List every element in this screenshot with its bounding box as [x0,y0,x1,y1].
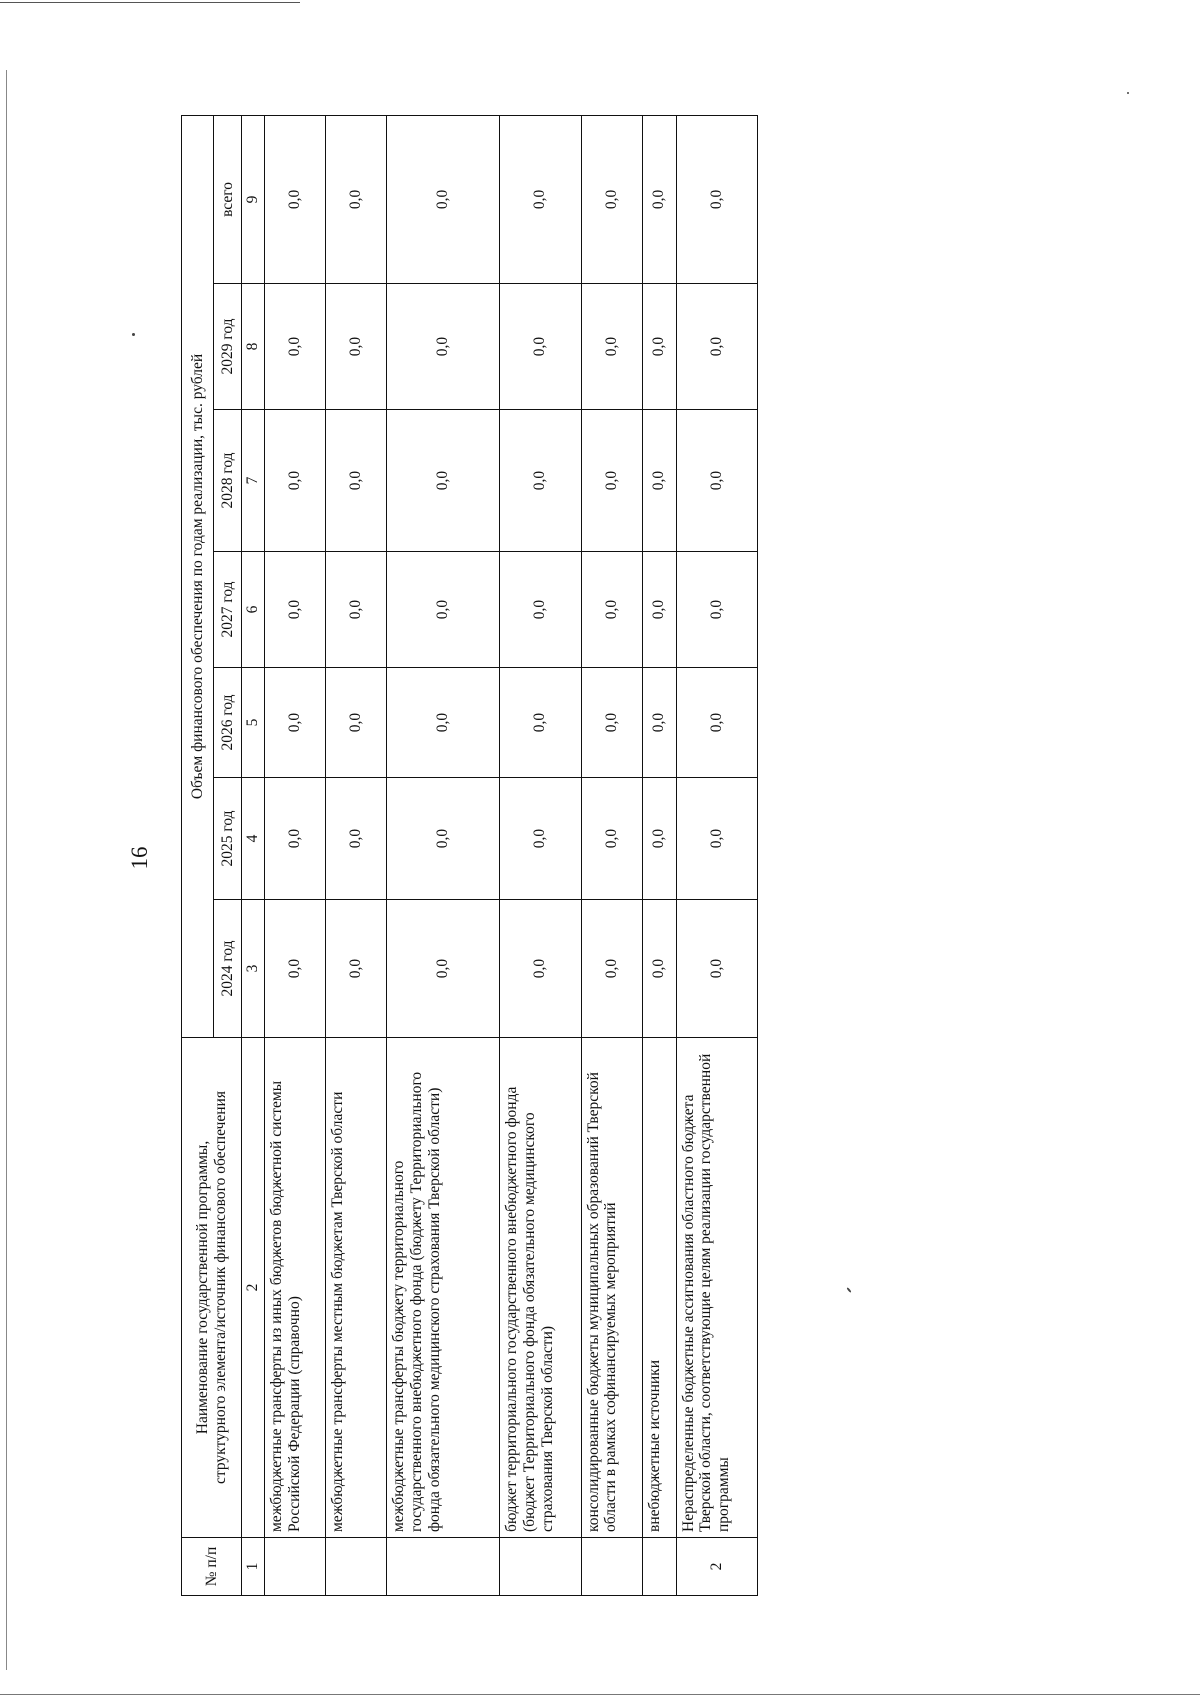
value-cell: 0,0 [642,552,676,668]
index-cell: 8 [242,284,265,410]
row-name: бюджет территориального государственного внебюджетного фонда (бюджет Территориального фонда обязательного медицинского страхования Тверской области) [500,1038,581,1538]
value-cell: 0,0 [676,900,757,1038]
index-cell: 1 [242,1538,265,1596]
index-cell: 9 [242,115,265,283]
row-name: внебюджетные источники [642,1038,676,1538]
table-row [325,115,386,1595]
table-row [642,115,676,1595]
row-number [581,1538,642,1596]
value-cell: 0,0 [642,900,676,1038]
header-year-2026: 2026 год [214,668,242,778]
row-name: консолидированные бюджеты муниципальных образований Тверской области в рамках софинансируемых мероприятий [581,1038,642,1538]
header-name [182,1038,242,1538]
row-number [264,1538,325,1596]
value-cell: 0,0 [500,668,581,778]
value-cell: 0,0 [642,410,676,552]
value-cell: 0,0 [581,900,642,1038]
value-cell: 0,0 [581,552,642,668]
table-row [500,115,581,1595]
scan-edge-left [6,70,7,1670]
value-cell: 0,0 [386,284,499,410]
row-number [500,1538,581,1596]
value-cell: 0,0 [500,115,581,283]
value-cell: 0,0 [676,778,757,900]
value-cell: 0,0 [581,668,642,778]
header-name-line2: структурного элемента/источник финансового обеспечения [211,1091,229,1484]
scan-speck [132,333,135,336]
value-cell: 0,0 [581,410,642,552]
value-cell: 0,0 [676,668,757,778]
value-cell: 0,0 [264,668,325,778]
value-cell: 0,0 [386,115,499,283]
value-cell: 0,0 [386,778,499,900]
value-cell: 0,0 [676,115,757,283]
value-cell: 0,0 [264,552,325,668]
value-cell: 0,0 [500,410,581,552]
row-number [642,1538,676,1596]
scan-edge-bottom [0,1694,1200,1695]
value-cell: 0,0 [386,552,499,668]
table-row [386,115,499,1595]
value-cell: 0,0 [642,668,676,778]
header-year-2024: 2024 год [214,900,242,1038]
scan-speck [1127,92,1129,94]
scan-speck [846,1287,851,1293]
value-cell: 0,0 [325,900,386,1038]
row-number [325,1538,386,1596]
header-volume: Объем финансового обеспечения по годам реализации, тыс. рублей [182,115,214,1037]
value-cell: 0,0 [325,778,386,900]
value-cell: 0,0 [581,115,642,283]
value-cell: 0,0 [642,284,676,410]
header-year-2025: 2025 год [214,778,242,900]
value-cell: 0,0 [264,284,325,410]
value-cell: 0,0 [386,668,499,778]
row-number: 2 [676,1538,757,1596]
row-name: Нераспределенные бюджетные ассигнования областного бюджета Тверской области, соответствующие целям реализации государственной программы [676,1038,757,1538]
row-name: межбюджетные трансферты бюджету территориального государственного внебюджетного фонда (бюджету Территориального фонда обязательного медицинского страхования Тверской области) [386,1038,499,1538]
value-cell: 0,0 [325,115,386,283]
value-cell: 0,0 [325,552,386,668]
row-name: межбюджетные трансферты местным бюджетам Тверской области [325,1038,386,1538]
financing-table-container [181,116,758,1596]
value-cell: 0,0 [500,778,581,900]
value-cell: 0,0 [325,668,386,778]
value-cell: 0,0 [386,900,499,1038]
value-cell: 0,0 [325,410,386,552]
index-cell: 7 [242,410,265,552]
scan-edge-top [0,2,300,3]
value-cell: 0,0 [264,900,325,1038]
value-cell: 0,0 [386,410,499,552]
value-cell: 0,0 [581,778,642,900]
header-number: № п/п [182,1538,242,1596]
header-name-line1: Наименование государственной программы, [193,1140,211,1435]
value-cell: 0,0 [676,284,757,410]
header-year-2029: 2029 год [214,284,242,410]
index-cell: 2 [242,1038,265,1538]
index-cell: 6 [242,552,265,668]
index-cell: 5 [242,668,265,778]
value-cell: 0,0 [264,115,325,283]
value-cell: 0,0 [500,900,581,1038]
row-name: межбюджетные трансферты из иных бюджетов бюджетной системы Российской Федерации (справочно) [264,1038,325,1538]
value-cell: 0,0 [581,284,642,410]
row-number [386,1538,499,1596]
header-year-2027: 2027 год [214,552,242,668]
page-number: 16 [127,846,152,870]
index-cell: 4 [242,778,265,900]
value-cell: 0,0 [676,552,757,668]
value-cell: 0,0 [264,778,325,900]
index-cell: 3 [242,900,265,1038]
table-row [581,115,642,1595]
header-total: всего [214,115,242,283]
value-cell: 0,0 [325,284,386,410]
table-row [676,115,757,1595]
value-cell: 0,0 [642,778,676,900]
value-cell: 0,0 [676,410,757,552]
value-cell: 0,0 [500,552,581,668]
value-cell: 0,0 [264,410,325,552]
table-row [264,115,325,1595]
header-year-2028: 2028 год [214,410,242,552]
financing-table [181,115,758,1596]
value-cell: 0,0 [500,284,581,410]
value-cell: 0,0 [642,115,676,283]
